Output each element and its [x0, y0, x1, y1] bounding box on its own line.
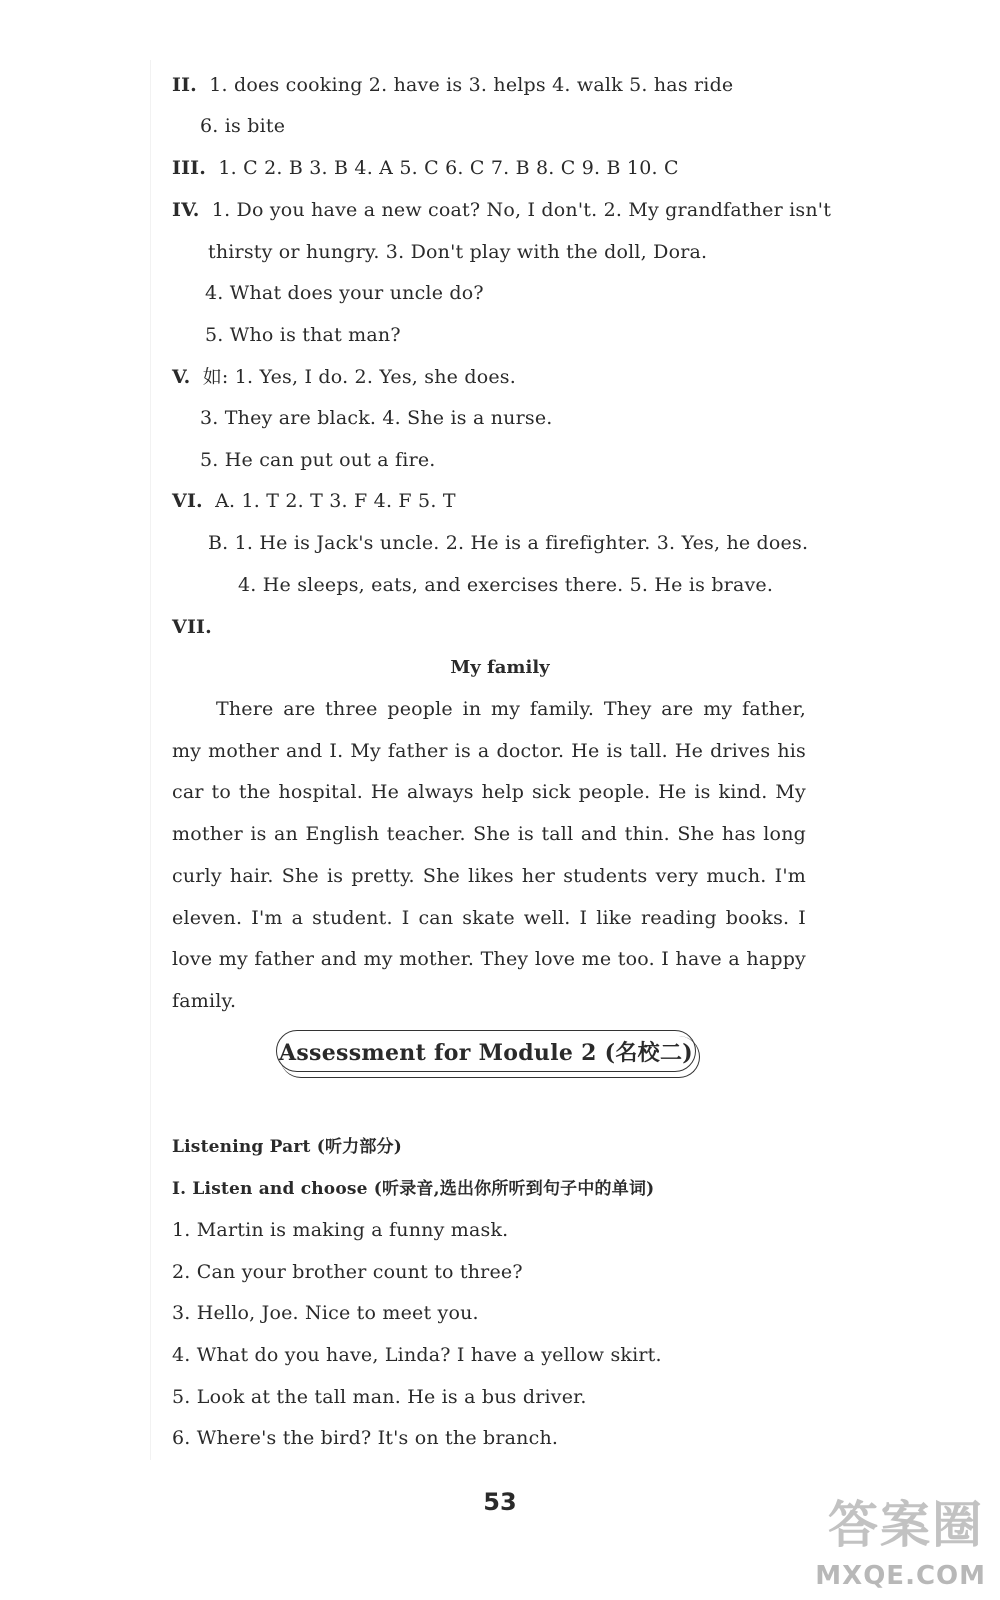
listening-item: 5. Look at the tall man. He is a bus driver. [172, 1386, 587, 1408]
section-number-vi: VI. [172, 490, 203, 512]
margin-rule [150, 60, 151, 1460]
answer-text: 1. does cooking 2. have is 3. helps 4. walk 5. has ride [209, 74, 734, 96]
listening-section-title: I. Listen and choose (听录音,选出你所听到句子中的单词) [172, 1179, 655, 1199]
answer-text: A. 1. T 2. T 3. F 4. F 5. T [215, 490, 456, 512]
answer-text: 如: 1. Yes, I do. 2. Yes, she does. [202, 366, 516, 388]
answer-iv-line-2: thirsty or hungry. 3. Don't play with the doll, Dora. [208, 241, 708, 263]
watermark-logo [815, 1485, 990, 1595]
section-number-vii: VII. [172, 616, 212, 638]
section-number-iii: III. [172, 157, 207, 179]
page-number: 53 [483, 1488, 517, 1516]
answer-vi-line-3: 4. He sleeps, eats, and exercises there. 5. He is brave. [238, 574, 774, 596]
answer-ii-line-2: 6. is bite [200, 115, 286, 137]
listening-item: 6. Where's the bird? It's on the branch. [172, 1427, 559, 1449]
answer-v-line-3: 5. He can put out a fire. [200, 449, 436, 471]
watermark-chinese-text: 答案圈 [828, 1496, 984, 1554]
essay-body: There are three people in my family. They are my father, my mother and I. My father is a doctor. He is tall. He drives his car to the hospital. He always help sick people. He is kind. My mother is an English teacher. She is tall and thin. She has long curly hair. She is pretty. She likes her students very much. I'm eleven. I'm a student. I can skate well. I like reading books. I love my father and my mother. They love me too. I have a happy family. [172, 698, 806, 1012]
banner-title: Assessment for Module 2 (名校二) [279, 1039, 693, 1066]
section-number-iv: IV. [172, 199, 200, 221]
listening-item: 1. Martin is making a funny mask. [172, 1219, 509, 1241]
answer-text: 1. C 2. B 3. B 4. A 5. C 6. C 7. B 8. C 9. B 10. C [218, 157, 679, 179]
listening-item: 3. Hello, Joe. Nice to meet you. [172, 1302, 479, 1324]
answer-iv-line-4: 5. Who is that man? [205, 324, 401, 346]
answer-text: 1. Do you have a new coat? No, I don't. 2. My grandfather isn't [211, 199, 832, 221]
answer-v-line-2: 3. They are black. 4. She is a nurse. [200, 407, 553, 429]
assessment-banner [276, 1030, 696, 1072]
listening-part-title: Listening Part (听力部分) [172, 1137, 402, 1157]
essay-title: My family [450, 657, 550, 678]
listening-item: 2. Can your brother count to three? [172, 1261, 523, 1283]
watermark-url-text: MXQE.COM [815, 1561, 986, 1591]
answer-ii-line-1 [172, 73, 733, 97]
section-number-ii: II. [172, 74, 197, 96]
answer-v-line-1 [172, 365, 516, 389]
answer-iii-line-1 [172, 156, 679, 180]
answer-iv-line-1 [172, 198, 831, 222]
answer-iv-line-3: 4. What does your uncle do? [205, 282, 484, 304]
listening-item: 4. What do you have, Linda? I have a yellow skirt. [172, 1344, 662, 1366]
answer-vi-line-2: B. 1. He is Jack's uncle. 2. He is a firefighter. 3. Yes, he does. [208, 532, 809, 554]
answer-vii-line [172, 615, 218, 639]
section-number-v: V. [172, 366, 191, 388]
answer-vi-line-1 [172, 489, 456, 513]
